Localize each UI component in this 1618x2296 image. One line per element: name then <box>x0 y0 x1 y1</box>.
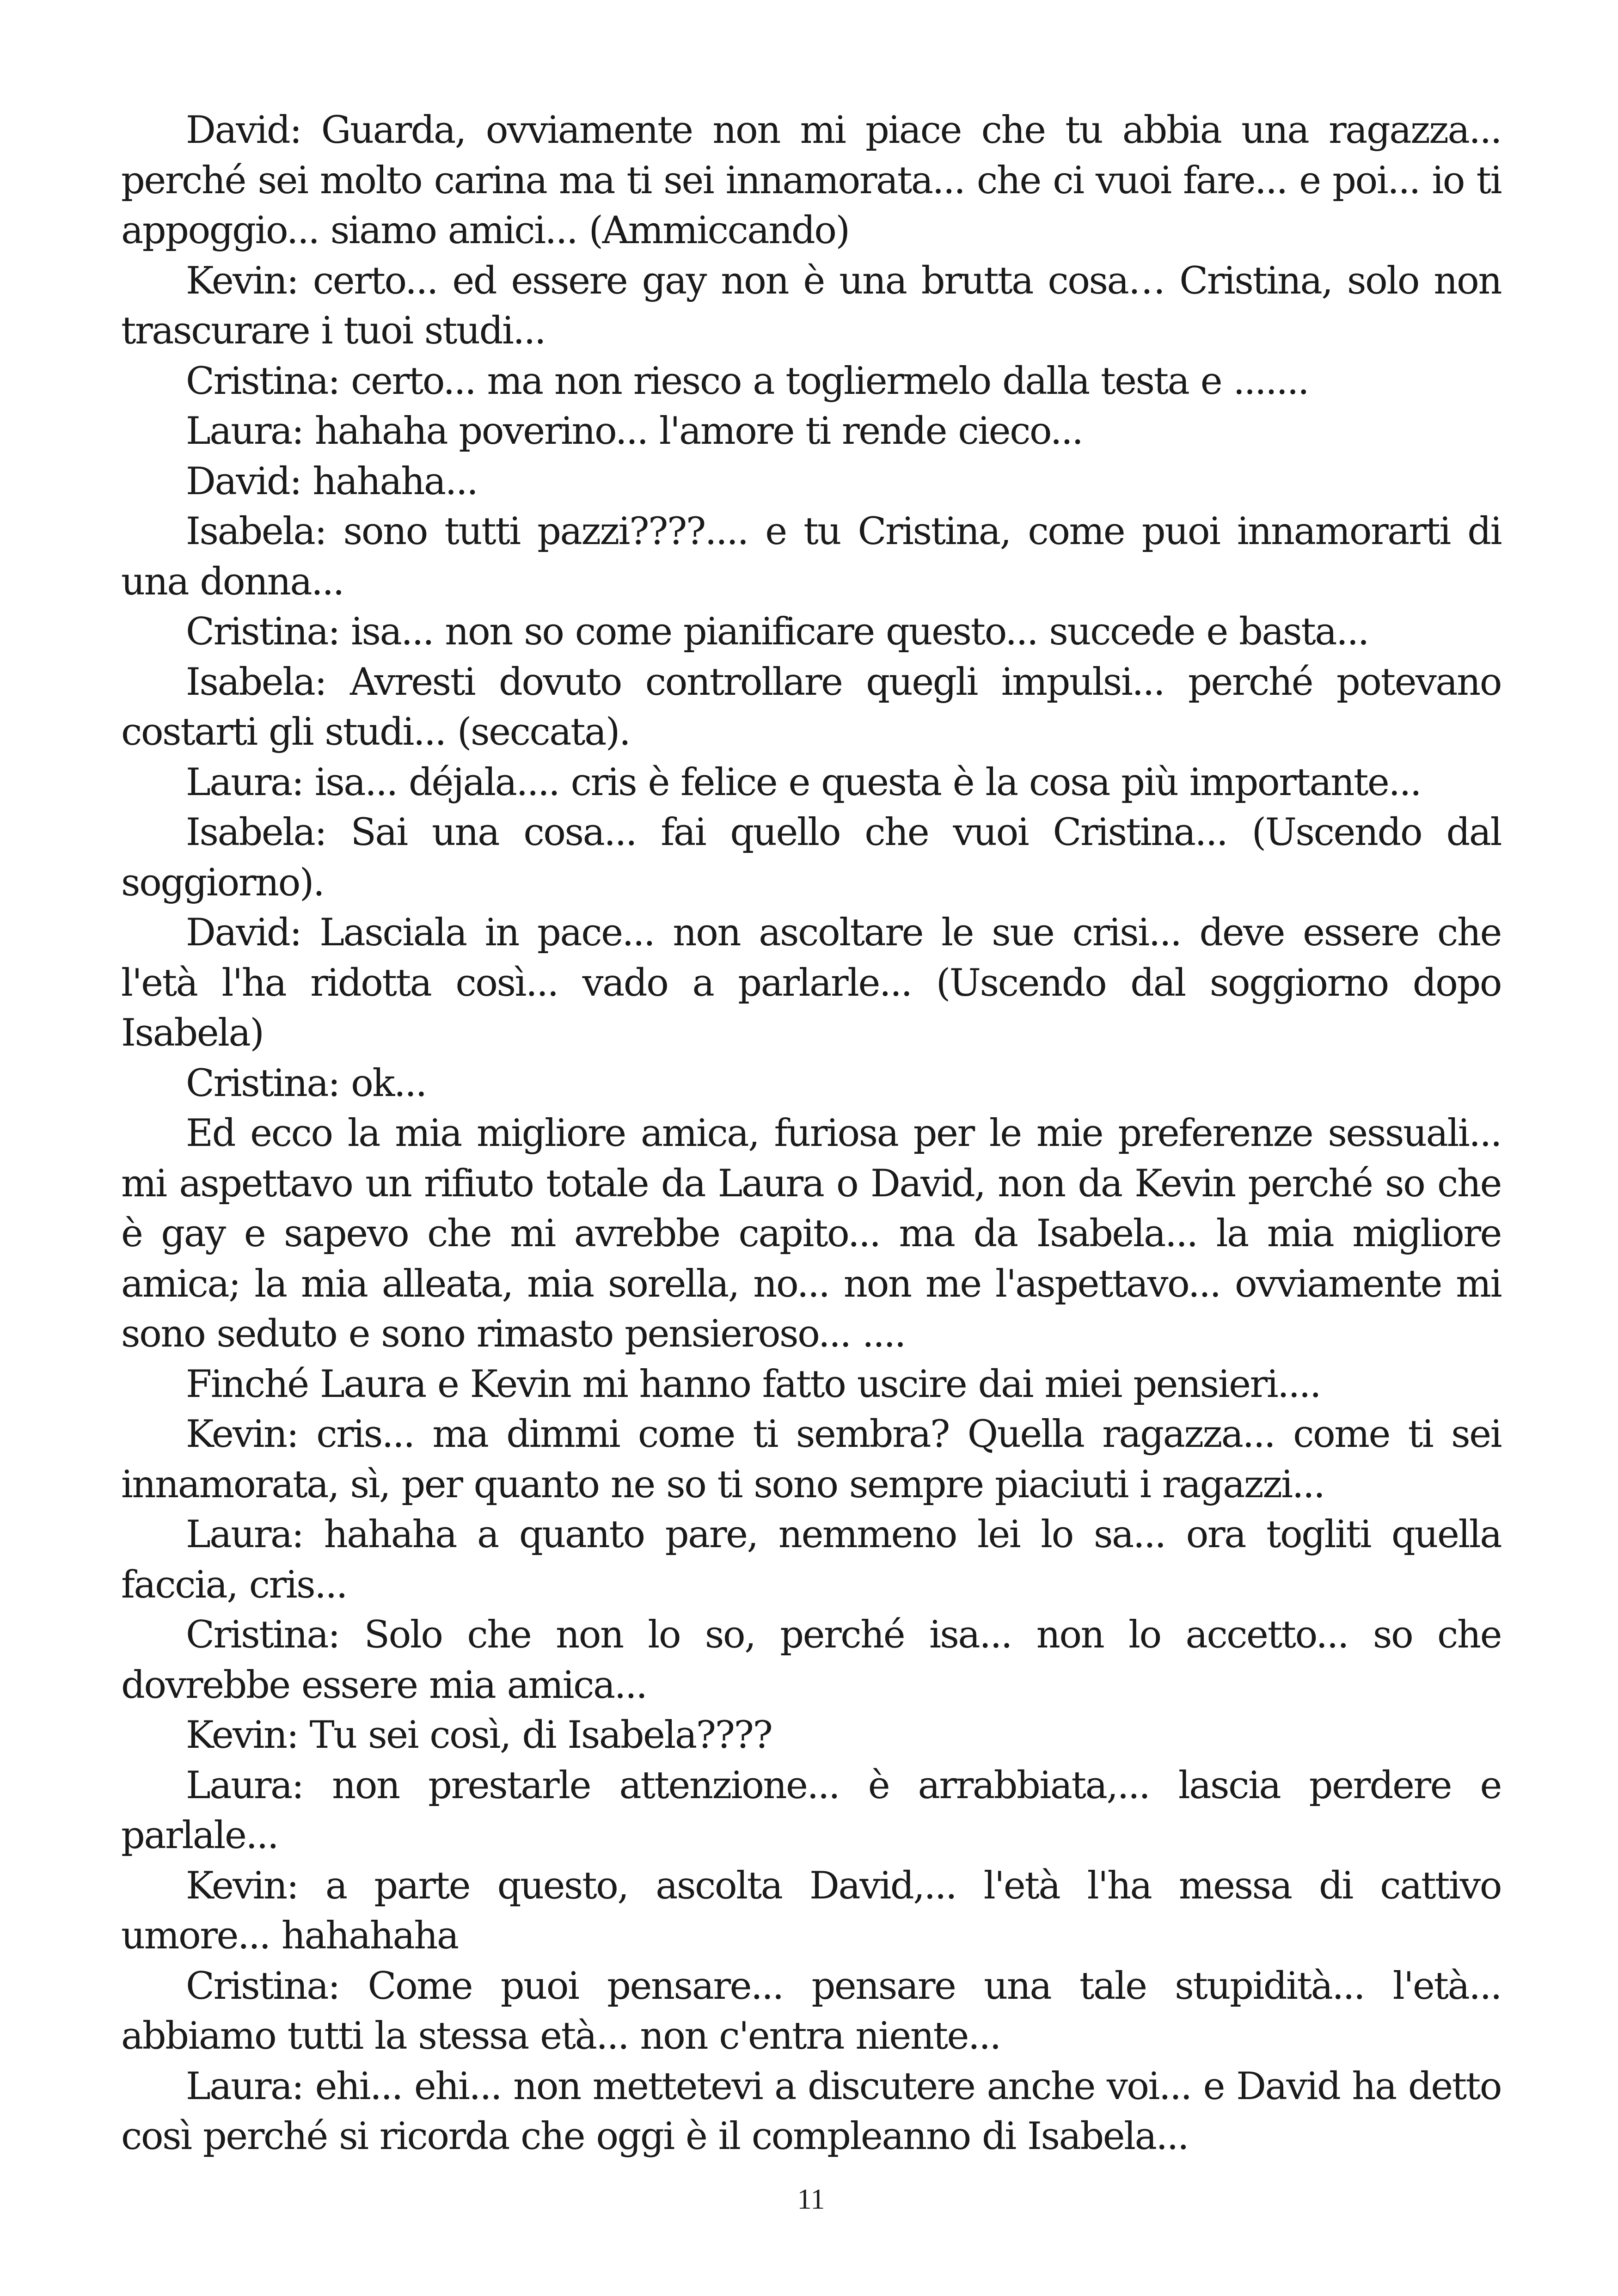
paragraph: Laura: hahaha a quanto pare, nemmeno lei lo sa... ora togliti quella faccia, cris... <box>121 1513 1501 1607</box>
paragraph: David: Guarda, ovviamente non mi piace che tu abbia una ragazza... perché sei molto carina ma ti sei innamorata... che ci vuoi fare... e poi... io ti appoggio... siamo amici... (Ammiccando) <box>121 109 1501 252</box>
paragraph: Ed ecco la mia migliore amica, furiosa per le mie preferenze sessuali... mi aspettavo un rifiuto totale da Laura o David, non da Kevin perché so che è gay e sapevo che mi avrebbe capito... ma da Isabela... la mia migliore amica; la mia alleata, mia sorella, no... non me l'aspettavo... ovviamente mi sono seduto e sono rimasto pensieroso... .... <box>121 1112 1501 1356</box>
paragraph: Cristina: Come puoi pensare... pensare una tale stupidità... l'età... abbiamo tutti la stessa età... non c'entra niente... <box>121 1964 1501 2058</box>
paragraph: Isabela: Avresti dovuto controllare quegli impulsi... perché potevano costarti gli studi... (seccata). <box>121 660 1501 754</box>
page-number: 11 <box>797 2184 825 2215</box>
paragraph: Kevin: a parte questo, ascolta David,... l'età l'ha messa di cattivo umore... hahahaha <box>121 1864 1501 1958</box>
paragraph: Cristina: isa... non so come pianificare questo... succede e basta... <box>186 610 1368 654</box>
paragraph: Cristina: ok... <box>186 1061 426 1105</box>
paragraph: Laura: hahaha poverino... l'amore ti rende cieco... <box>186 410 1083 453</box>
paragraph: Isabela: sono tutti pazzi????.... e tu Cristina, come puoi innamorarti di una donna... <box>121 510 1501 604</box>
paragraph: David: hahaha... <box>186 459 478 503</box>
paragraph: Kevin: cris... ma dimmi come ti sembra? Quella ragazza... come ti sei innamorata, sì, per quanto ne so ti sono sempre piaciuti i ragazzi... <box>121 1413 1501 1506</box>
book-page <box>121 0 1501 2296</box>
paragraph: Cristina: certo... ma non riesco a togliermelo dalla testa e ....... <box>186 359 1309 403</box>
page-body <box>121 105 1501 2162</box>
paragraph: Kevin: certo... ed essere gay non è una brutta cosa… Cristina, solo non trascurare i tuoi studi... <box>121 259 1501 353</box>
paragraph: Finché Laura e Kevin mi hanno fatto uscire dai miei pensieri.... <box>186 1362 1321 1406</box>
paragraph: David: Lasciala in pace... non ascoltare le sue crisi... deve essere che l'età l'ha ridotta così... vado a parlarle... (Uscendo dal soggiorno dopo Isabela) <box>121 911 1501 1055</box>
paragraph: Isabela: Sai una cosa... fai quello che vuoi Cristina... (Uscendo dal soggiorno). <box>121 811 1501 905</box>
paragraph: Cristina: Solo che non lo so, perché isa... non lo accetto... so che dovrebbe essere mia amica... <box>121 1613 1501 1707</box>
paragraph: Laura: non prestarle attenzione... è arrabbiata,... lascia perdere e parlale... <box>121 1763 1501 1857</box>
paragraph: Laura: isa... déjala.... cris è felice e questa è la cosa più importante... <box>186 760 1421 804</box>
paragraph: Kevin: Tu sei così, di Isabela???? <box>186 1714 772 1757</box>
paragraph: Laura: ehi... ehi... non mettetevi a discutere anche voi... e David ha detto così perché si ricorda che oggi è il compleanno di Isabela... <box>121 2064 1501 2158</box>
